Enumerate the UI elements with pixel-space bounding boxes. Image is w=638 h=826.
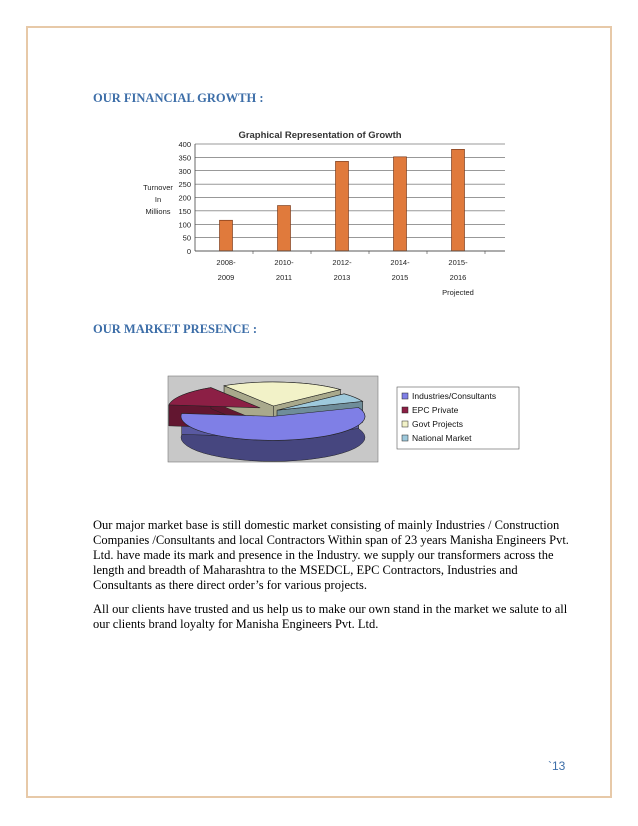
bar xyxy=(336,161,349,251)
bar xyxy=(452,149,465,251)
legend-swatch xyxy=(402,407,408,413)
x-tick-label: 2015 xyxy=(391,273,409,282)
x-tick-label: 2014- xyxy=(390,258,410,267)
y-axis-label-line: Turnover xyxy=(143,183,173,192)
clients-paragraph: All our clients have trusted and us help us to make our own stand in the market we salute to all our clients brand loyalty for Manisha Engineers Pvt. Ltd. xyxy=(93,602,568,631)
market-paragraph: Our major market base is still domestic market consisting of mainly Industries / Construction Companies /Consultants and local Contractors Within span of 23 years Manisha Engineers Pvt. Ltd. have made its mark and presence in the Industry. we supply our transformers across the length and breadth of Maharashtra to the MSEDCL, EPC Contractors, Industries and Consultants as there direct order’s for various projects. xyxy=(93,518,569,592)
pie-slices xyxy=(169,382,365,461)
y-tick-label: 150 xyxy=(178,206,191,216)
y-tick-label: 350 xyxy=(178,153,191,163)
market-presence-heading: OUR MARKET PRESENCE : xyxy=(93,322,258,336)
legend-swatch xyxy=(402,421,408,427)
x-tick-label: 2016 xyxy=(449,273,467,282)
x-tick-label: 2015- xyxy=(448,258,468,267)
x-tick-label: Projected xyxy=(442,288,474,297)
market-pie-chart xyxy=(140,360,530,470)
page-number: `13 xyxy=(548,759,566,773)
x-tick-label: 2010- xyxy=(274,258,294,267)
x-tick-label: 2008- xyxy=(216,258,236,267)
y-tick-label: 400 xyxy=(178,140,191,149)
y-tick-label: 300 xyxy=(178,166,191,176)
legend-label: Industries/Consultants xyxy=(412,391,497,401)
y-tick-label: 100 xyxy=(178,220,191,230)
financial-growth-heading: OUR FINANCIAL GROWTH : xyxy=(93,91,264,105)
legend-label: EPC Private xyxy=(412,405,459,415)
x-tick-labels xyxy=(216,251,485,297)
y-tick-label: 0 xyxy=(186,247,191,256)
x-tick-label: 2013 xyxy=(333,273,351,282)
y-tick-label: 250 xyxy=(178,180,191,190)
y-axis-label-line: In xyxy=(154,195,162,204)
y-tick-label: 200 xyxy=(178,193,191,203)
bar xyxy=(220,220,233,251)
chart-title: Graphical Representation of Growth xyxy=(238,130,402,141)
x-tick-label: 2012- xyxy=(332,258,352,267)
y-axis-label-line: Millions xyxy=(145,207,171,216)
legend-swatch xyxy=(402,435,408,441)
bar xyxy=(278,206,291,251)
x-tick-label: 2011 xyxy=(275,273,293,282)
legend-label: National Market xyxy=(412,433,472,443)
x-tick-label: 2009 xyxy=(217,273,235,282)
legend xyxy=(397,387,519,449)
legend-swatch xyxy=(402,393,408,399)
bar xyxy=(394,157,407,251)
growth-bar-chart xyxy=(110,126,510,306)
y-tick-labels xyxy=(178,140,191,256)
y-axis-label xyxy=(143,183,173,216)
y-tick-label: 50 xyxy=(182,233,191,243)
bars xyxy=(220,149,465,251)
legend-label: Govt Projects xyxy=(412,419,464,429)
